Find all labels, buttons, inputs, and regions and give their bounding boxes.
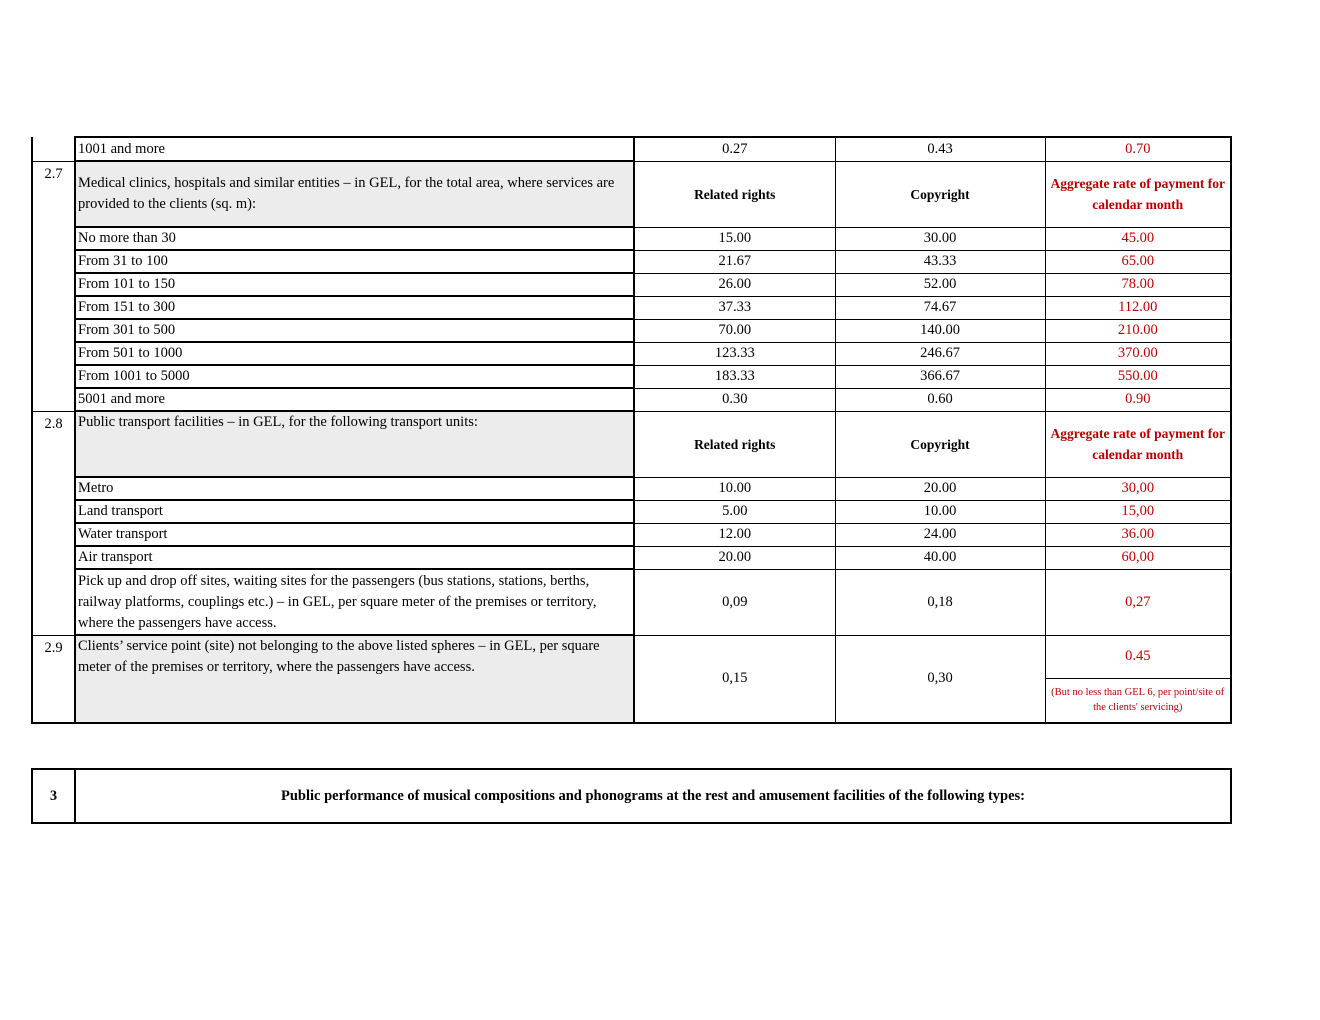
table-row — [32, 319, 1231, 342]
aggregate-value: 0.90 — [1045, 388, 1231, 411]
header-related-rights: Related rights — [634, 411, 835, 477]
section-3-table — [31, 768, 1232, 824]
related-rights-value: 123.33 — [634, 342, 835, 365]
header-aggregate-rate: Aggregate rate of payment for calendar month — [1045, 161, 1231, 227]
copyright-value: 0.43 — [835, 137, 1045, 161]
related-rights-value: 183.33 — [634, 365, 835, 388]
related-rights-value: 0.27 — [634, 137, 835, 161]
minimum-rate-note: (But no less than GEL 6, per point/site of the clients' servicing) — [1045, 678, 1231, 723]
section-title: Public performance of musical compositions and phonograms at the rest and amusement facilities of the following types: — [75, 769, 1231, 823]
table-row — [32, 500, 1231, 523]
copyright-value: 366.67 — [835, 365, 1045, 388]
row-label: 5001 and more — [75, 388, 634, 411]
copyright-value: 20.00 — [835, 477, 1045, 500]
table-row — [32, 477, 1231, 500]
copyright-value: 246.67 — [835, 342, 1045, 365]
row-label: Water transport — [75, 523, 634, 546]
table-row — [32, 273, 1231, 296]
aggregate-value: 0.45 — [1045, 635, 1231, 678]
copyright-value: 40.00 — [835, 546, 1045, 569]
aggregate-value: 112.00 — [1045, 296, 1231, 319]
table-row — [32, 523, 1231, 546]
copyright-value: 52.00 — [835, 273, 1045, 296]
row-label: From 301 to 500 — [75, 319, 634, 342]
copyright-value: 24.00 — [835, 523, 1045, 546]
table-row — [32, 365, 1231, 388]
aggregate-value: 30,00 — [1045, 477, 1231, 500]
related-rights-value: 10.00 — [634, 477, 835, 500]
copyright-value: 10.00 — [835, 500, 1045, 523]
row-label: Land transport — [75, 500, 634, 523]
copyright-value: 140.00 — [835, 319, 1045, 342]
section-header-2-7 — [32, 161, 1231, 227]
table-row — [32, 227, 1231, 250]
related-rights-value: 15.00 — [634, 227, 835, 250]
related-rights-value: 37.33 — [634, 296, 835, 319]
header-copyright: Copyright — [835, 161, 1045, 227]
related-rights-value: 70.00 — [634, 319, 835, 342]
table-row — [32, 342, 1231, 365]
row-label: From 501 to 1000 — [75, 342, 634, 365]
aggregate-value: 78.00 — [1045, 273, 1231, 296]
copyright-value: 43.33 — [835, 250, 1045, 273]
aggregate-value: 550.00 — [1045, 365, 1231, 388]
table-row-pickup-sites — [32, 569, 1231, 635]
row-label: From 31 to 100 — [75, 250, 634, 273]
table-row — [32, 546, 1231, 569]
copyright-value: 0,18 — [835, 569, 1045, 635]
section-number: 3 — [32, 769, 75, 823]
related-rights-value: 0,15 — [634, 635, 835, 723]
section-title: Clients’ service point (site) not belonging to the above listed spheres – in GEL, per square meter of the premises or territory, where the passengers have access. — [75, 635, 634, 723]
related-rights-value: 21.67 — [634, 250, 835, 273]
copyright-value: 30.00 — [835, 227, 1045, 250]
section-header-2-9 — [32, 635, 1231, 678]
tariff-table — [31, 136, 1232, 724]
aggregate-value: 36.00 — [1045, 523, 1231, 546]
row-label: From 1001 to 5000 — [75, 365, 634, 388]
aggregate-value: 15,00 — [1045, 500, 1231, 523]
row-label: From 151 to 300 — [75, 296, 634, 319]
aggregate-value: 210.00 — [1045, 319, 1231, 342]
aggregate-value: 370.00 — [1045, 342, 1231, 365]
related-rights-value: 12.00 — [634, 523, 835, 546]
copyright-value: 0.60 — [835, 388, 1045, 411]
aggregate-value: 45.00 — [1045, 227, 1231, 250]
table-row — [32, 296, 1231, 319]
related-rights-value: 0,09 — [634, 569, 835, 635]
related-rights-value: 5.00 — [634, 500, 835, 523]
row-number: 2.8 — [32, 411, 75, 477]
row-number: 2.7 — [32, 161, 75, 227]
header-related-rights: Related rights — [634, 161, 835, 227]
row-label: Pick up and drop off sites, waiting sites for the passengers (bus stations, stations, berths, railway platforms, couplings etc.) – in GEL, per square meter of the premises or territory, where the passengers have access. — [75, 569, 634, 635]
aggregate-value: 0,27 — [1045, 569, 1231, 635]
related-rights-value: 0.30 — [634, 388, 835, 411]
related-rights-value: 26.00 — [634, 273, 835, 296]
aggregate-value: 60,00 — [1045, 546, 1231, 569]
header-copyright: Copyright — [835, 411, 1045, 477]
row-number: 2.9 — [32, 635, 75, 723]
row-label: No more than 30 — [75, 227, 634, 250]
section-title: Public transport facilities – in GEL, for the following transport units: — [75, 411, 634, 477]
copyright-value: 0,30 — [835, 635, 1045, 723]
row-label: Air transport — [75, 546, 634, 569]
related-rights-value: 20.00 — [634, 546, 835, 569]
aggregate-value: 65.00 — [1045, 250, 1231, 273]
row-label: From 101 to 150 — [75, 273, 634, 296]
table-row — [32, 250, 1231, 273]
copyright-value: 74.67 — [835, 296, 1045, 319]
section-header-2-8 — [32, 411, 1231, 477]
row-label: 1001 and more — [75, 137, 634, 161]
table-row — [32, 388, 1231, 411]
row-number — [32, 137, 75, 161]
section-title: Medical clinics, hospitals and similar entities – in GEL, for the total area, where services are provided to the clients (sq. m): — [75, 161, 634, 227]
aggregate-value: 0.70 — [1045, 137, 1231, 161]
row-label: Metro — [75, 477, 634, 500]
header-aggregate-rate: Aggregate rate of payment for calendar month — [1045, 411, 1231, 477]
table-row — [32, 137, 1231, 161]
